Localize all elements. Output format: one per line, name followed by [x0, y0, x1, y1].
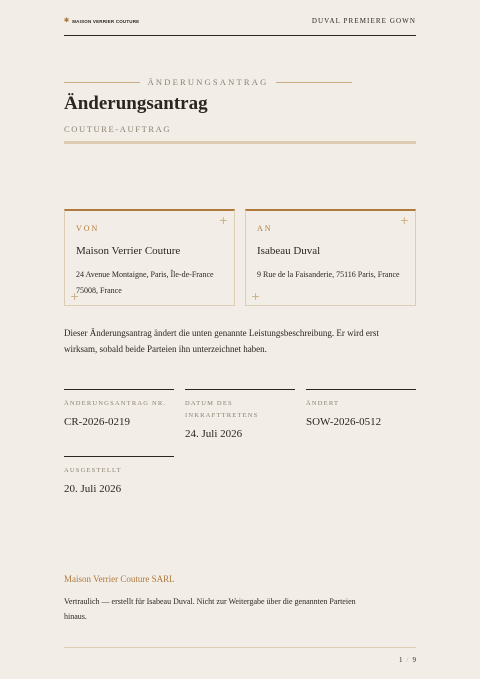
confidentiality-note: Vertraulich — erstellt für Isabeau Duval. Nicht zur Weitergabe über die genannten Parteien hinaus. — [64, 597, 356, 621]
field-amends — [306, 389, 416, 428]
field-issued — [64, 456, 174, 495]
field-label: DATUM DES INKRAFTTRETENS — [185, 400, 259, 419]
footer-divider — [64, 647, 416, 648]
document-label: DUVAL PREMIERE GOWN — [311, 17, 416, 25]
title-divider — [64, 141, 416, 144]
party-address: 24 Avenue Montaigne, Paris, Île-de-France 75008, France — [76, 270, 214, 295]
eyebrow-rule-right — [276, 82, 352, 83]
party-name: Isabeau Duval — [257, 245, 321, 257]
plus-icon: + — [251, 290, 261, 303]
field-value: 24. Juli 2026 — [185, 428, 243, 440]
party-card-from — [64, 209, 235, 306]
eyebrow-rule-left — [64, 82, 140, 83]
field-effective-date — [185, 389, 295, 440]
brand — [64, 18, 139, 24]
field-label: ÄNDERUNGSANTRAG NR. — [64, 400, 167, 407]
field-label: AUSGESTELLT — [64, 467, 122, 474]
brand-name: MAISON VERRIER COUTURE — [72, 18, 140, 24]
page-title: Änderungsantrag — [64, 93, 208, 114]
plus-icon: + — [70, 290, 80, 303]
field-request-number — [64, 389, 174, 428]
party-label: AN — [257, 224, 273, 233]
eyebrow — [64, 76, 352, 88]
footer-company: Maison Verrier Couture SARL — [64, 574, 175, 584]
party-card-to — [245, 209, 416, 306]
party-address: 9 Rue de la Faisanderie, 75116 Paris, France — [257, 270, 400, 279]
page-current: 1 — [399, 656, 403, 664]
party-name: Maison Verrier Couture — [76, 245, 181, 257]
page-total: 9 — [412, 656, 416, 664]
field-value: CR-2026-0219 — [64, 416, 130, 428]
party-label: VON — [76, 224, 100, 233]
intro-paragraph: Dieser Änderungsantrag ändert die unten genannte Leistungsbeschreibung. Er wird erst wirksam, sobald beide Parteien ihn unterzeichnet haben. — [64, 328, 379, 354]
field-value: 20. Juli 2026 — [64, 483, 122, 495]
field-value: SOW-2026-0512 — [306, 416, 382, 428]
page-number — [399, 656, 416, 664]
header-bar — [64, 16, 416, 36]
plus-icon: + — [399, 214, 409, 227]
page-separator: / — [406, 656, 409, 664]
brand-star-icon: ✱ — [64, 18, 70, 24]
page-subtitle: COUTURE-AUFTRAG — [64, 124, 172, 134]
field-label: ÄNDERT — [306, 400, 340, 407]
plus-icon: + — [218, 214, 228, 227]
eyebrow-text: ÄNDERUNGSANTRAG — [147, 77, 269, 87]
